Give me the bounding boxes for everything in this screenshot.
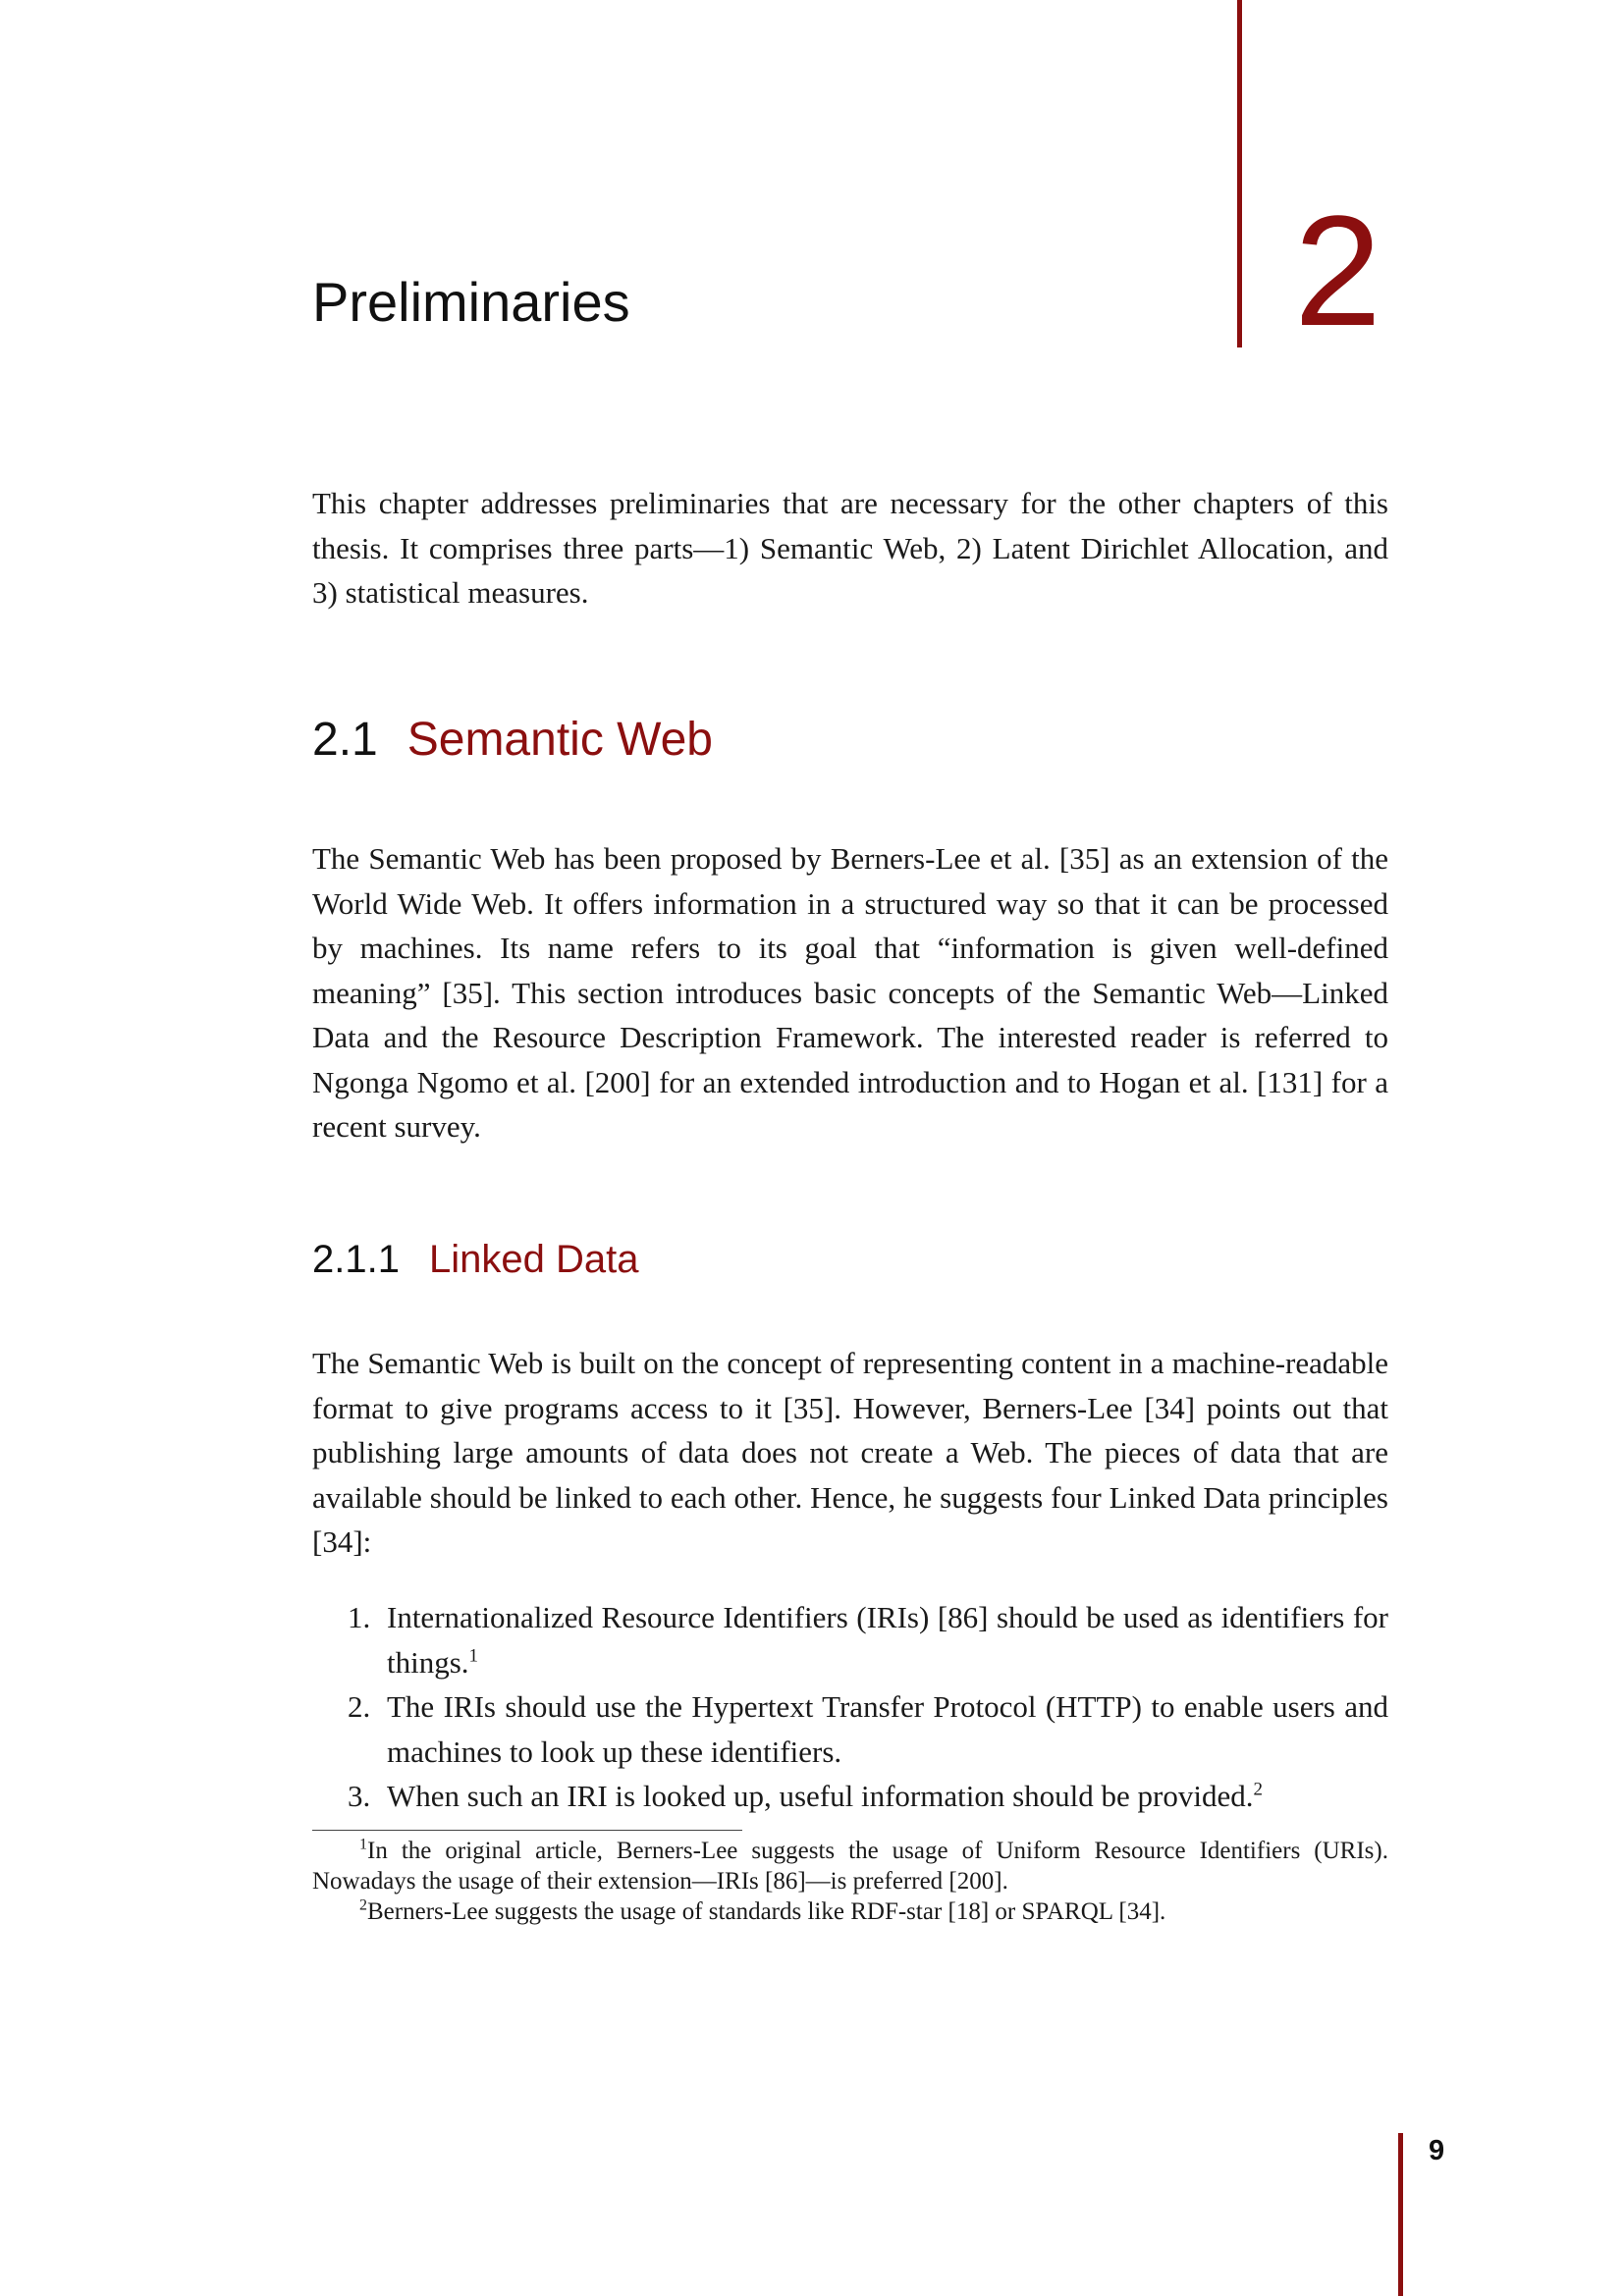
- footnote-mark: 1: [359, 1836, 367, 1853]
- list-item-text: The IRIs should use the Hypertext Transfer Protocol (HTTP) to enable users and machines to look up these identifiers.: [387, 1689, 1388, 1769]
- footnote: [312, 1836, 1388, 1896]
- list-item: [312, 1774, 1388, 1819]
- linked-data-principles-list: [312, 1595, 1388, 1819]
- footnote-mark: 2: [359, 1896, 367, 1914]
- list-marker: 2.: [348, 1689, 371, 1724]
- footnote: [312, 1896, 1388, 1927]
- page-number-rule: [1398, 2133, 1403, 2296]
- footnote-ref[interactable]: 1: [468, 1645, 479, 1667]
- section-number: 2.1: [312, 714, 378, 766]
- footnote-ref[interactable]: 2: [1253, 1779, 1263, 1800]
- chapter-intro-paragraph: This chapter addresses preliminaries that are necessary for the other chapters of this thesis. It comprises three parts—1) Semantic Web, 2) Latent Dirichlet Allocation, and 3) statistical measures.: [312, 486, 1388, 610]
- section-title: Semantic Web: [406, 714, 713, 766]
- subsection-title: Linked Data: [428, 1238, 639, 1281]
- page-number: 9: [1429, 2135, 1445, 2166]
- list-item: [312, 1684, 1388, 1774]
- linked-data-paragraph: The Semantic Web is built on the concept of representing content in a machine-readable format to give programs access to it [35]. However, Berners-Lee [34] points out that publishing large amounts of data does not create a Web. The pieces of data that are available should be linked to each other. Hence, he suggests four Linked Data principles [34]:: [312, 1346, 1388, 1559]
- list-marker: 3.: [348, 1779, 371, 1813]
- footnotes: [312, 1836, 1388, 1927]
- chapter-title: Preliminaries: [312, 271, 630, 333]
- subsection-heading: [312, 1240, 638, 1279]
- list-item: [312, 1595, 1388, 1684]
- section-heading: [312, 714, 713, 766]
- chapter-number: 2: [1294, 183, 1381, 358]
- footnote-divider: [312, 1830, 742, 1831]
- footnote-text: Berners-Lee suggests the usage of standards like RDF-star [18] or SPARQL [34].: [367, 1898, 1166, 1925]
- footnote-text: In the original article, Berners-Lee suggests the usage of Uniform Resource Identifiers (URIs). Nowadays the usage of their extension—IRIs [86]—is preferred [200].: [312, 1838, 1388, 1895]
- chapter-rule: [1237, 0, 1242, 347]
- subsection-number: 2.1.1: [312, 1238, 400, 1281]
- list-item-text: When such an IRI is looked up, useful information should be provided.: [387, 1779, 1254, 1813]
- semantic-web-paragraph: The Semantic Web has been proposed by Berners-Lee et al. [35] as an extension of the World Wide Web. It offers information in a structured way so that it can be processed by machines. Its name refers to its goal that “information is given well-defined meaning” [35]. This section introduces basic concepts of the Semantic Web—Linked Data and the Resource Description Framework. The interested reader is referred to Ngonga Ngomo et al. [200] for an extended introduction and to Hogan et al. [131] for a recent survey.: [312, 841, 1388, 1144]
- list-item-text: Internationalized Resource Identifiers (IRIs) [86] should be used as identifiers for things.: [387, 1600, 1388, 1680]
- list-marker: 1.: [348, 1600, 371, 1634]
